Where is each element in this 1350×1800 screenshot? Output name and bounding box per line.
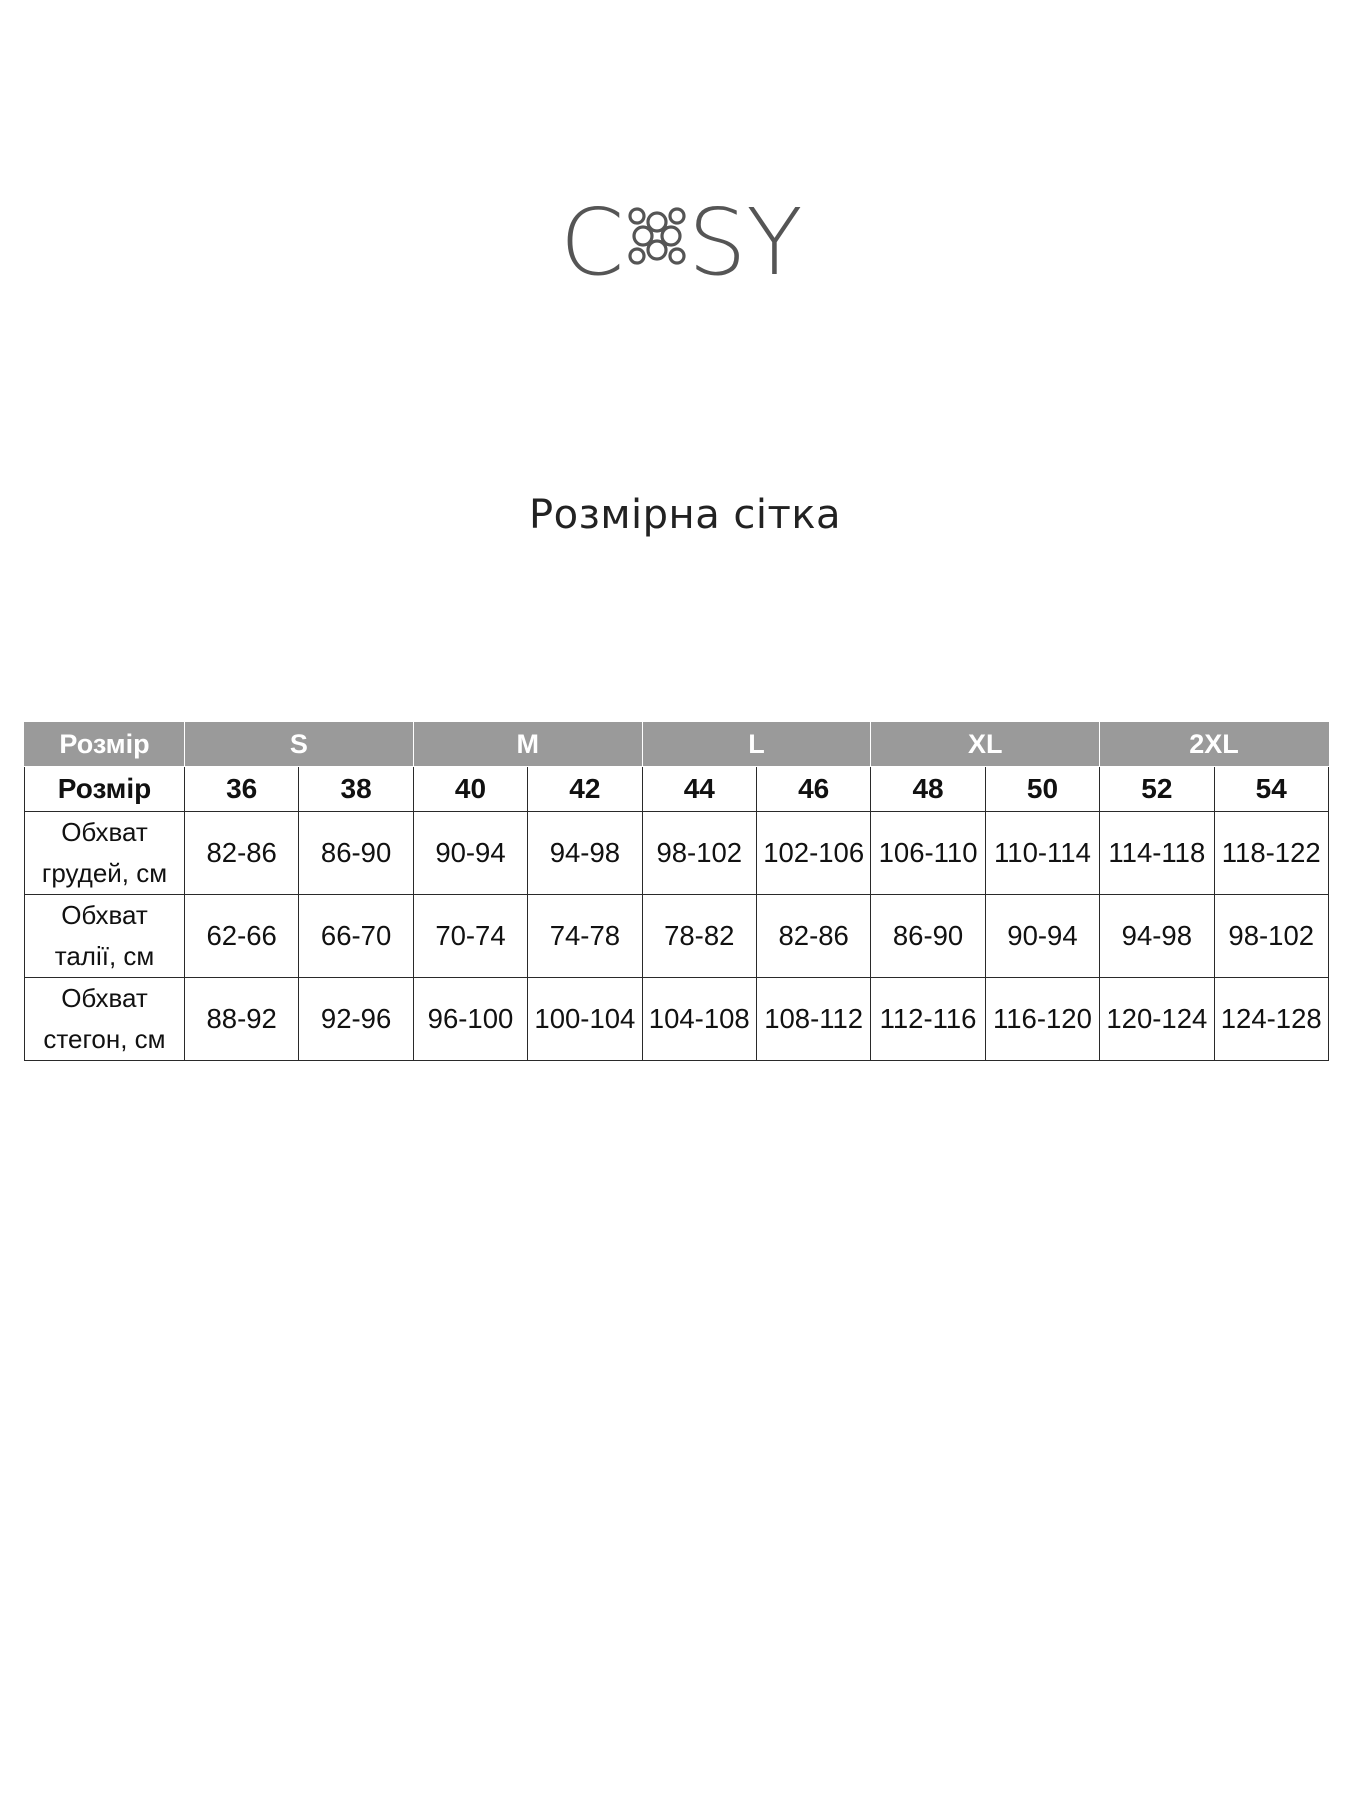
logo-knot-icon xyxy=(630,209,684,263)
chest-value: 102-106 xyxy=(756,812,870,895)
hips-value: 92-96 xyxy=(299,978,413,1061)
cosy-logo xyxy=(560,188,830,288)
waist-label-line1: Обхват xyxy=(61,900,148,930)
hips-value: 104-108 xyxy=(642,978,756,1061)
hips-value: 108-112 xyxy=(756,978,870,1061)
size-cell: 44 xyxy=(642,767,756,812)
page-title: Розмірна сітка xyxy=(529,492,841,538)
chest-label-line1: Обхват xyxy=(61,817,148,847)
waist-value: 90-94 xyxy=(985,895,1099,978)
hips-value: 112-116 xyxy=(871,978,985,1061)
waist-value: 66-70 xyxy=(299,895,413,978)
hips-value: 100-104 xyxy=(528,978,642,1061)
size-cell: 36 xyxy=(185,767,299,812)
size-cell: 40 xyxy=(413,767,527,812)
group-cell-2xl: 2XL xyxy=(1100,723,1329,767)
waist-value: 94-98 xyxy=(1100,895,1214,978)
chest-label-line2: грудей, см xyxy=(41,858,168,888)
waist-row xyxy=(25,895,1329,978)
chest-value: 106-110 xyxy=(871,812,985,895)
hips-value: 124-128 xyxy=(1214,978,1328,1061)
hips-label-line1: Обхват xyxy=(61,983,148,1013)
group-header-row xyxy=(25,723,1329,767)
waist-value: 62-66 xyxy=(185,895,299,978)
chest-value: 94-98 xyxy=(528,812,642,895)
size-row xyxy=(25,767,1329,812)
size-cell: 46 xyxy=(756,767,870,812)
waist-value: 74-78 xyxy=(528,895,642,978)
group-cell-s: S xyxy=(185,723,414,767)
hips-value: 96-100 xyxy=(413,978,527,1061)
group-cell-l: L xyxy=(642,723,871,767)
chest-value: 82-86 xyxy=(185,812,299,895)
hips-value: 116-120 xyxy=(985,978,1099,1061)
waist-value: 70-74 xyxy=(413,895,527,978)
hips-label-line2: стегон, см xyxy=(43,1024,166,1054)
chest-value: 114-118 xyxy=(1100,812,1214,895)
chest-label xyxy=(25,812,185,895)
size-cell: 38 xyxy=(299,767,413,812)
size-cell: 52 xyxy=(1100,767,1214,812)
hips-value: 120-124 xyxy=(1100,978,1214,1061)
group-cell-m: M xyxy=(413,723,642,767)
waist-label-line2: талії, см xyxy=(54,941,155,971)
chest-row xyxy=(25,812,1329,895)
logo-letter-c: C xyxy=(560,189,625,288)
size-cell: 50 xyxy=(985,767,1099,812)
chest-value: 90-94 xyxy=(413,812,527,895)
chest-value: 118-122 xyxy=(1214,812,1328,895)
chest-value: 86-90 xyxy=(299,812,413,895)
hips-label xyxy=(25,978,185,1061)
size-cell: 48 xyxy=(871,767,985,812)
size-cell: 42 xyxy=(528,767,642,812)
waist-label xyxy=(25,895,185,978)
hips-row xyxy=(25,978,1329,1061)
logo-letters-sy: SY xyxy=(688,189,803,288)
chest-value: 110-114 xyxy=(985,812,1099,895)
size-row-label: Розмір xyxy=(25,767,185,812)
hips-value: 88-92 xyxy=(185,978,299,1061)
size-cell: 54 xyxy=(1214,767,1328,812)
chest-value: 98-102 xyxy=(642,812,756,895)
waist-value: 98-102 xyxy=(1214,895,1328,978)
size-table xyxy=(24,722,1329,1061)
group-cell-xl: XL xyxy=(871,723,1100,767)
waist-value: 86-90 xyxy=(871,895,985,978)
waist-value: 82-86 xyxy=(756,895,870,978)
waist-value: 78-82 xyxy=(642,895,756,978)
group-header-label: Розмір xyxy=(25,723,185,767)
